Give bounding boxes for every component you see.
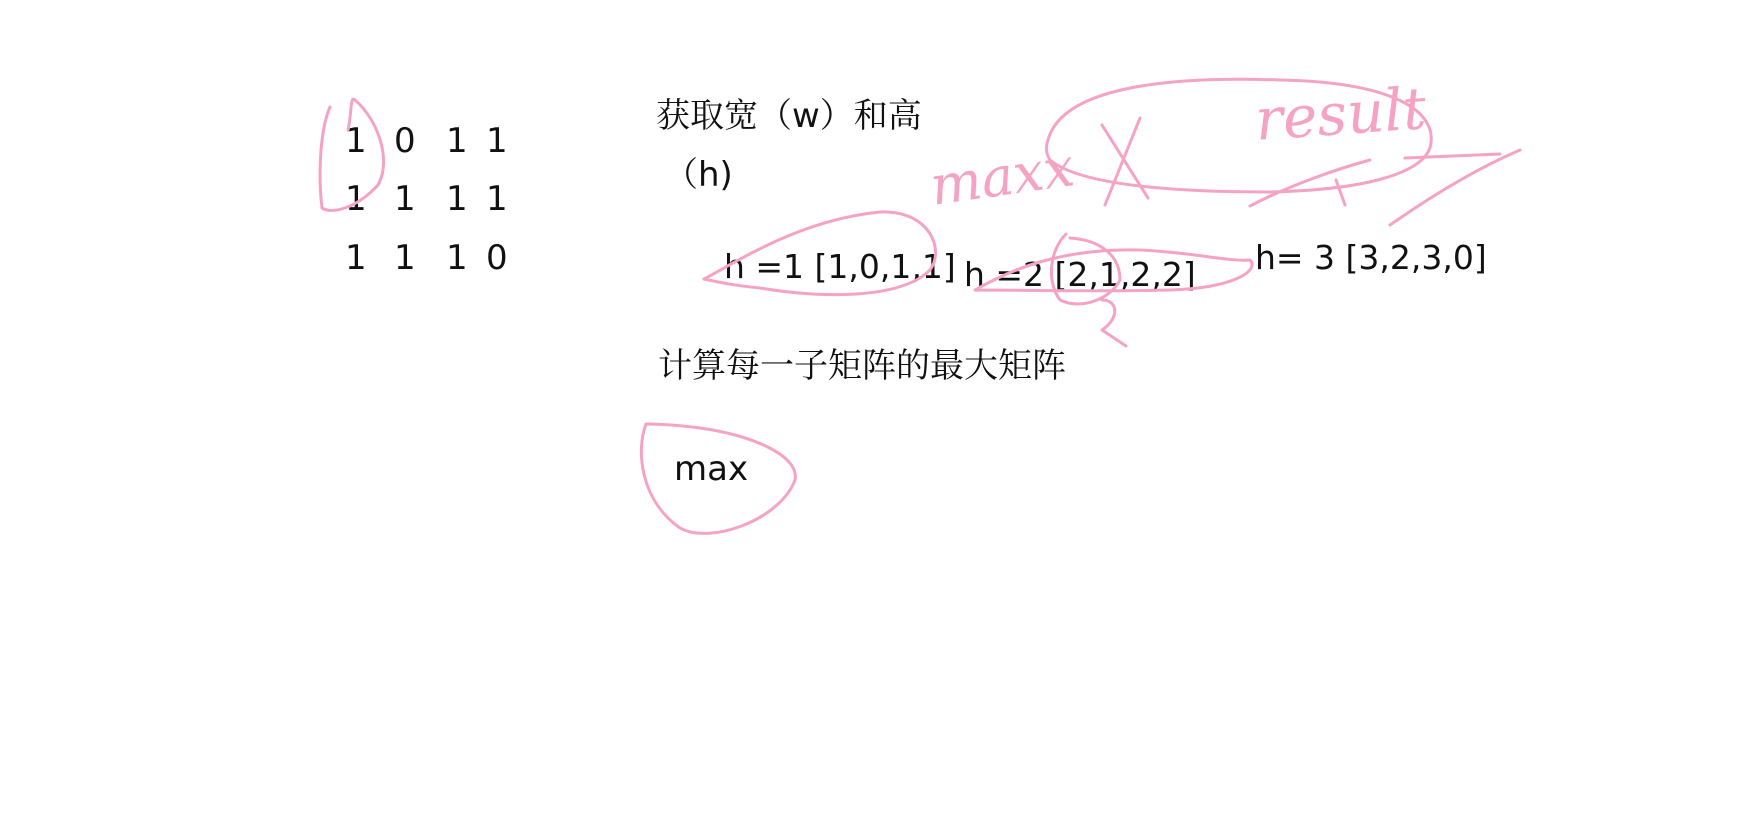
matrix-cell-r3-c3: 1 bbox=[446, 238, 468, 278]
note-h2-row: h =2 [2,1,2,2] bbox=[964, 255, 1196, 294]
ink-stroke-4 bbox=[1336, 180, 1345, 205]
ink-stroke-3 bbox=[1405, 154, 1500, 158]
note-h1-row: h =1 [1,0,1,1] bbox=[724, 247, 956, 286]
handwritten-result: result bbox=[1252, 74, 1429, 154]
matrix-cell-r2-c1: 1 bbox=[345, 179, 367, 219]
ink-x-mark bbox=[1102, 125, 1148, 198]
ink-x-mark-2 bbox=[1105, 118, 1140, 205]
ink-digit-2-small bbox=[1102, 300, 1126, 346]
matrix-cell-r1-c1: 1 bbox=[345, 121, 367, 161]
matrix-cell-r3-c1: 1 bbox=[345, 238, 367, 278]
ink-stroke-2 bbox=[1390, 150, 1520, 225]
note-compute-max-matrix: 计算每一子矩阵的最大矩阵 bbox=[658, 346, 1066, 386]
note-h3-row: h= 3 [3,2,3,0] bbox=[1255, 238, 1487, 277]
note-max: max bbox=[674, 449, 749, 489]
matrix-cell-r2-c2: 1 bbox=[394, 179, 416, 219]
matrix-cell-r1-c3: 1 bbox=[446, 121, 468, 161]
matrix-cell-r1-c2: 0 bbox=[394, 121, 416, 161]
matrix-cell-r1-c4: 1 bbox=[486, 121, 508, 161]
matrix-cell-r2-c4: 1 bbox=[486, 179, 508, 219]
matrix-cell-r2-c3: 1 bbox=[446, 179, 468, 219]
note-get-width-height: 获取宽（w）和高 bbox=[656, 96, 922, 136]
matrix-cell-r3-c2: 1 bbox=[394, 238, 416, 278]
handwritten-maxx: maxx bbox=[926, 135, 1078, 218]
ink-stroke-1 bbox=[1250, 160, 1370, 206]
note-h-label: （h) bbox=[664, 155, 733, 195]
matrix-cell-r3-c4: 0 bbox=[486, 238, 508, 278]
